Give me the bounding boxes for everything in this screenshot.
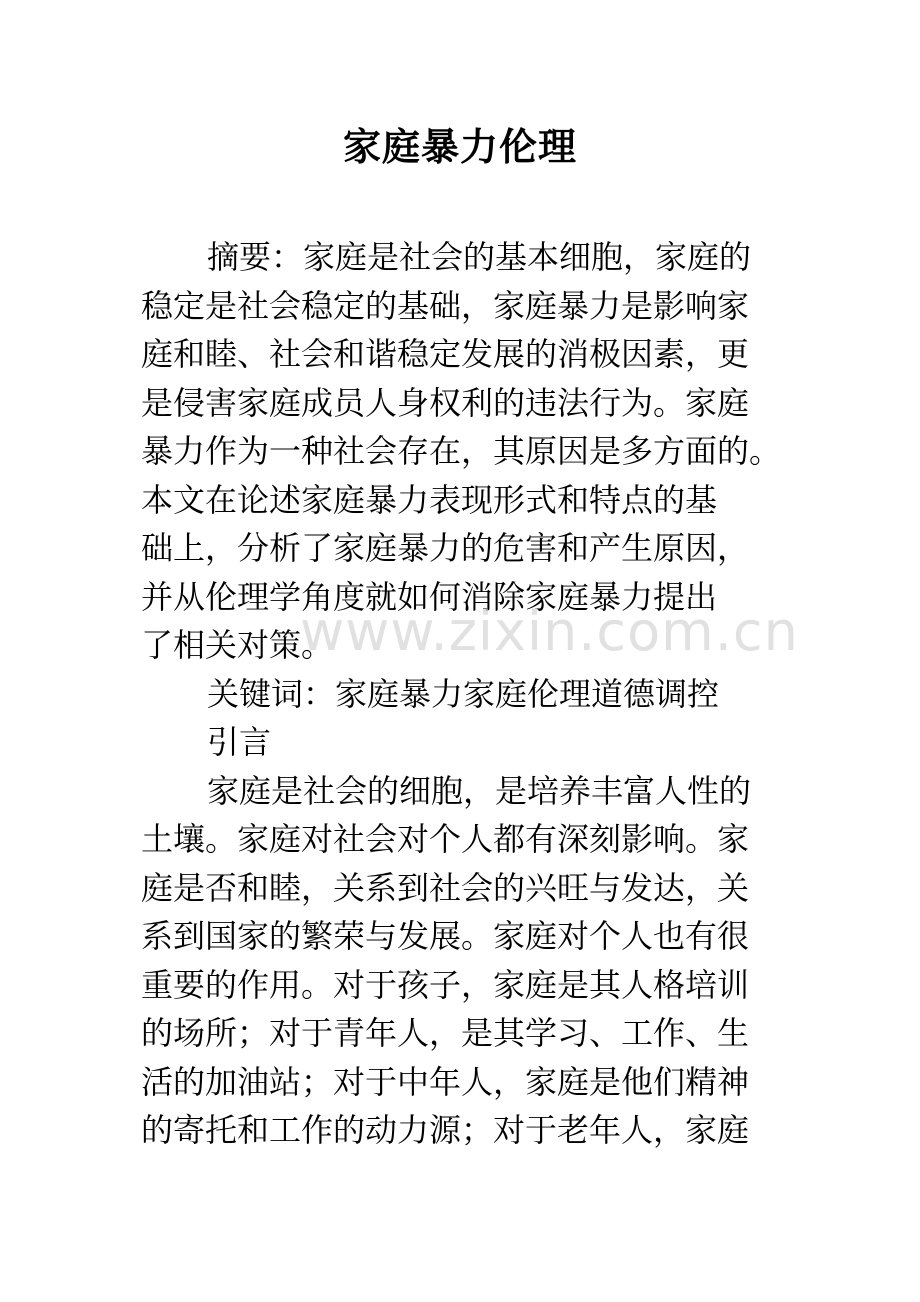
- body-line: 并从伦理学角度就如何消除家庭暴力提出: [141, 577, 718, 616]
- body-line: 稳定是社会稳定的基础，家庭暴力是影响家: [141, 286, 750, 325]
- body-line: 是侵害家庭成员人身权利的违法行为。家庭: [141, 383, 750, 422]
- body-line: 庭是否和睦，关系到社会的兴旺与发达，关: [141, 868, 750, 907]
- body-line: 了相关对策。: [141, 626, 334, 664]
- body-line: 暴力作为一种社会存在，其原因是多方面的。: [141, 432, 782, 470]
- body-line: 活的加油站；对于中年人，家庭是他们精神: [141, 1062, 750, 1101]
- body-line: 重要的作用。对于孩子，家庭是其人格培训: [141, 965, 750, 1004]
- document-body: [141, 233, 801, 1155]
- body-line: 本文在论述家庭暴力表现形式和特点的基: [141, 480, 718, 519]
- body-line: 引言: [207, 723, 272, 761]
- body-line: 庭和睦、社会和谐稳定发展的消极因素，更: [141, 335, 750, 373]
- body-line: 摘要：家庭是社会的基本细胞，家庭的: [207, 238, 752, 276]
- body-line: 的寄托和工作的动力源；对于老年人，家庭: [141, 1111, 750, 1149]
- body-line: 关键词：家庭暴力家庭伦理道德调控: [207, 674, 720, 713]
- body-line: 家庭是社会的细胞，是培养丰富人性的: [207, 771, 752, 810]
- body-line: 系到国家的繁荣与发展。家庭对个人也有很: [141, 917, 750, 955]
- body-line: 土壤。家庭对社会对个人都有深刻影响。家: [141, 820, 750, 858]
- body-line: 的场所；对于青年人，是其学习、工作、生: [141, 1014, 750, 1052]
- body-line: 础上，分析了家庭暴力的危害和产生原因，: [141, 529, 750, 567]
- document-title: 家庭暴力伦理: [342, 124, 577, 169]
- watermark-text: www.zixin.com.cn: [300, 600, 799, 663]
